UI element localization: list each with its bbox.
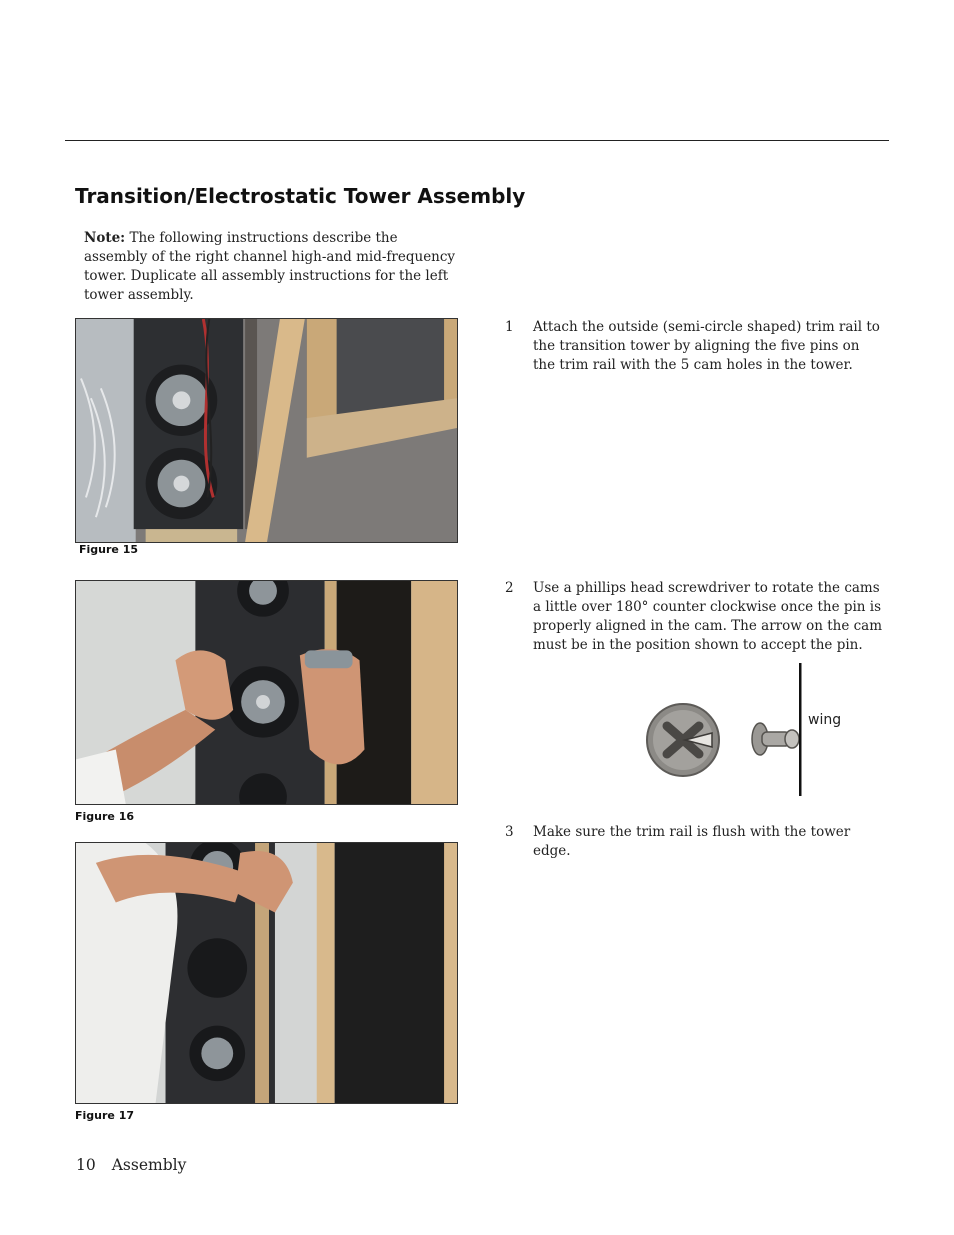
figure-16-photo	[75, 580, 458, 805]
note-paragraph	[84, 229, 464, 305]
note-text: The following instructions describe the assembly of the right channel high-and mid-frequency tower. Duplicate all assembly instructions for the left tower assembly.	[84, 230, 456, 303]
footer-section: Assembly	[111, 1156, 187, 1174]
page-footer	[76, 1156, 186, 1174]
page-title: Transition/Electrostatic Tower Assembly	[75, 184, 526, 208]
figure-17-photo	[75, 842, 458, 1104]
header-rule	[65, 140, 889, 141]
figure-15-caption: Figure 15	[79, 543, 139, 556]
step-number: 2	[505, 580, 514, 596]
figure-17-caption: Figure 17	[75, 1109, 135, 1122]
page-number: 10	[76, 1156, 96, 1174]
step-text: Attach the outside (semi-circle shaped) trim rail to the transition tower by aligning the five pins on the trim rail with the 5 cam holes in the tower.	[533, 319, 880, 373]
wing-label: wing	[808, 712, 842, 728]
step-number: 1	[505, 319, 514, 335]
figure-15-photo	[75, 318, 458, 543]
wing-line	[799, 663, 802, 796]
step-number: 3	[505, 824, 514, 840]
figure-16-caption: Figure 16	[75, 810, 135, 823]
step-text: Make sure the trim rail is flush with the tower edge.	[533, 824, 851, 859]
cam-illustration	[640, 663, 860, 798]
step-text: Use a phillips head screwdriver to rotate the cams a little over 180° counter clockwise once the pin is properly aligned in the cam. The arrow on the cam must be in the position shown to accept the pin.	[533, 580, 883, 653]
pin-icon	[752, 723, 799, 755]
note-label: Note:	[84, 230, 126, 246]
